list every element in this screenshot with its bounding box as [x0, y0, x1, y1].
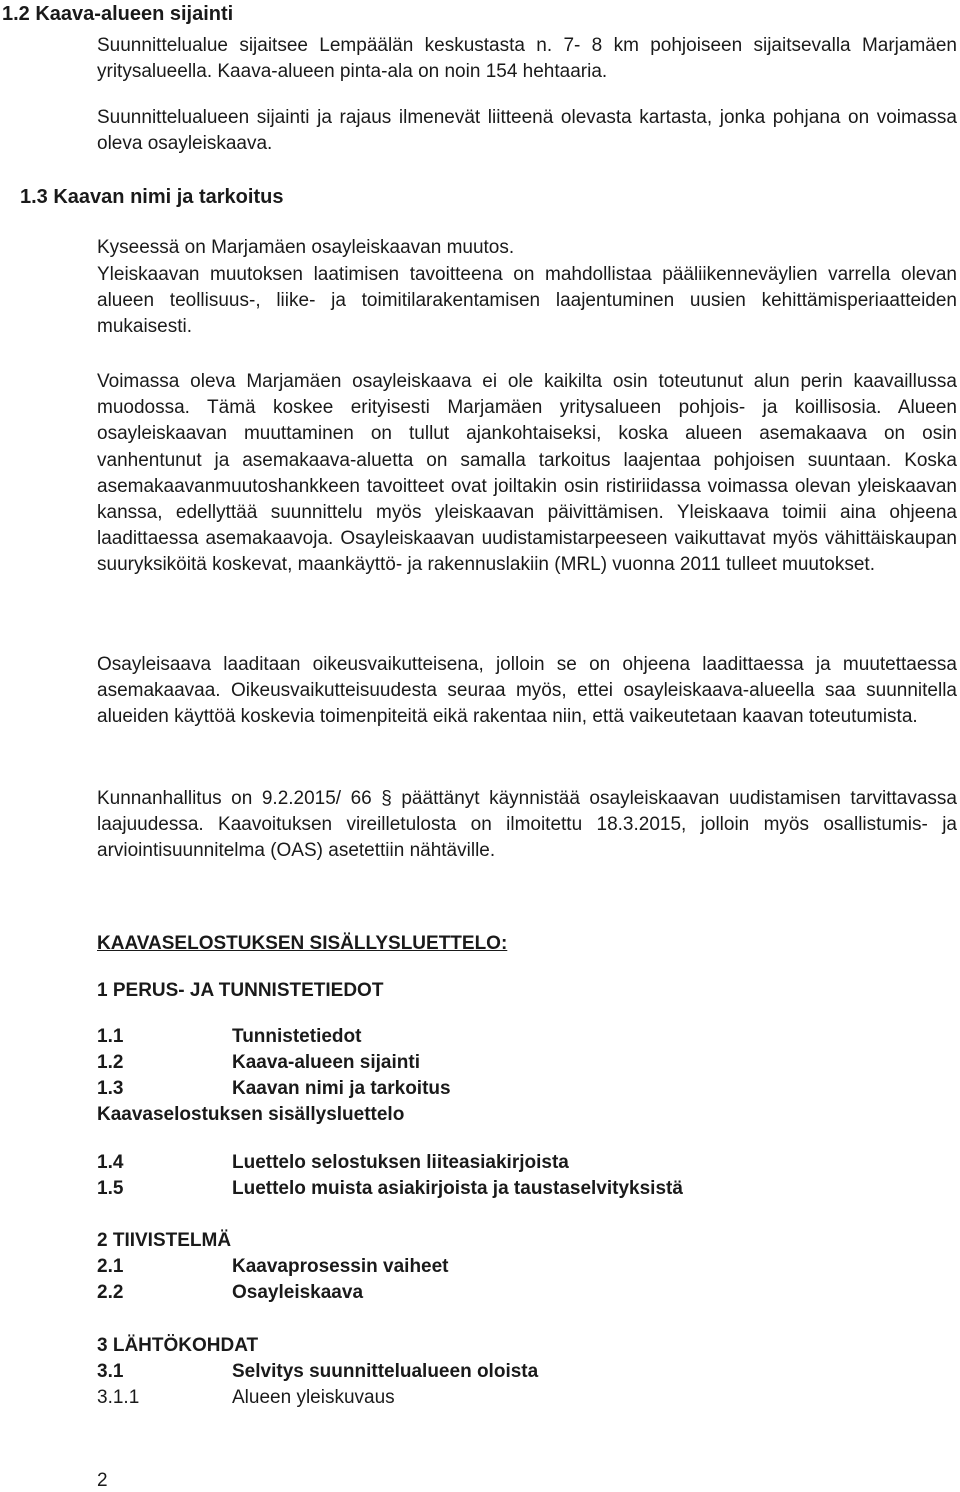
toc-item-1-2: [97, 1050, 897, 1076]
toc-item-number: 1.4: [97, 1152, 124, 1173]
toc-item-text: Kaavan nimi ja tarkoitus: [232, 1078, 451, 1099]
toc-item-text: Kaava-alueen sijainti: [232, 1052, 420, 1073]
toc-item-number: 3.1: [97, 1361, 124, 1382]
paragraph-legal-effect: Osayleisaava laaditaan oikeusvaikutteisena, jolloin se on ohjeena laadittaessa ja muutettaessa asemakaavaa. Oikeusvaikutteisuudesta seuraa myös, ettei osayleiskaava-alueella saa suunnitella alueiden käyttöä koskevia toimenpiteitä eikä rakentaa niin, että vaikeutetaan kaavan toteutumista.: [97, 654, 957, 728]
toc-item-text: Selvitys suunnittelualueen oloista: [232, 1361, 539, 1382]
section-heading-1-3: 1.3 Kaavan nimi ja tarkoitus: [20, 186, 284, 208]
paragraph-plan-goal: Yleiskaavan muutoksen laatimisen tavoitteena on mahdollistaa pääliikenneväylien varrella olevan alueen teollisuus-, liike- ja toimitilarakentamisen laajentuminen uusien kehittämisperiaatteiden mukaisesti.: [97, 264, 957, 338]
paragraph-location: Suunnittelualue sijaitsee Lempäälän keskustasta n. 7- 8 km pohjoiseen sijaitsevalla Marjamäen yritysalueella. Kaava-alueen pinta-ala on noin 154 hehtaaria.: [97, 35, 957, 83]
toc-item-number: 1.1: [97, 1026, 124, 1047]
toc-item-number: 2.1: [97, 1256, 124, 1277]
toc-item-1-3: [97, 1076, 897, 1102]
toc-item-number: 1.2: [97, 1052, 124, 1073]
toc-item-number: 1.5: [97, 1178, 124, 1199]
toc-chapter-1: 1 PERUS- JA TUNNISTETIEDOT: [97, 980, 384, 1001]
toc-item-toc: Kaavaselostuksen sisällysluettelo: [97, 1104, 405, 1125]
toc-chapter-2: 2 TIIVISTELMÄ: [97, 1230, 232, 1251]
page-number: 2: [97, 1470, 108, 1491]
paragraph-map-reference: Suunnittelualueen sijainti ja rajaus ilmenevät liitteenä olevasta kartasta, jonka pohjana on voimassa oleva osayleiskaava.: [97, 107, 957, 155]
toc-item-number: 3.1.1: [97, 1387, 140, 1408]
toc-title: KAAVASELOSTUKSEN SISÄLLYSLUETTELO:: [97, 933, 508, 954]
toc-item-2-2: [97, 1280, 897, 1306]
section-heading-1-2: 1.2 Kaava-alueen sijainti: [2, 3, 234, 25]
toc-item-text: Osayleiskaava: [232, 1282, 364, 1303]
paragraph-plan-background: Voimassa oleva Marjamäen osayleiskaava ei ole kaikilta osin toteutunut alun perin kaavaillussa muodossa. Tämä koskee erityisesti Marjamäen yritysalueen pohjois- ja koillisosia. Alueen osayleiskaavan muuttaminen on tullut ajankohtaiseksi, koska alueen asemakaava on osin vanhentunut ja asemakaava-aluetta on samalla tarkoitus laajentaa pohjoisen suuntaan. Koska asemakaavanmuutoshankkeen tavoitteet ovat joiltakin osin ristiriidassa voimassa olevan yleiskaavan kanssa, edellyttää suunnittelu myös yleiskaavan päivittämisen. Yleiskaava toimii aina ohjeena laadittaessa asemakaavoja. Osayleiskaavan uudistamistarpeeseen vaikuttavat myös vähittäiskaupan suuryksiköitä koskevat, maankäyttö- ja rakennuslakiin (MRL) vuonna 2011 tulleet muutokset.: [97, 371, 957, 576]
toc-item-2-1: [97, 1254, 897, 1280]
toc-item-number: 1.3: [97, 1078, 124, 1099]
toc-item-1-5: [97, 1176, 897, 1202]
toc-item-1-4: [97, 1150, 897, 1176]
toc-item-text: Luettelo selostuksen liiteasiakirjoista: [232, 1152, 569, 1173]
paragraph-council-decision: Kunnanhallitus on 9.2.2015/ 66 § päättänyt käynnistää osayleiskaavan uudistamisen tarvittavassa laajuudessa. Kaavoituksen vireilletulosta on ilmoitettu 18.3.2015, jolloin myös osallistumis- ja arviointisuunnitelma (OAS) asetettiin nähtäville.: [97, 788, 957, 862]
toc-chapter-3: 3 LÄHTÖKOHDAT: [97, 1335, 259, 1356]
toc-item-text: Kaavaprosessin vaiheet: [232, 1256, 449, 1277]
toc-item-text: Luettelo muista asiakirjoista ja taustaselvityksistä: [232, 1178, 683, 1199]
toc-item-text: Alueen yleiskuvaus: [232, 1387, 395, 1408]
toc-item-1-1: [97, 1024, 897, 1050]
toc-item-3-1: [97, 1359, 897, 1385]
paragraph-plan-intro: Kyseessä on Marjamäen osayleiskaavan muutos.: [97, 237, 515, 258]
toc-item-number: 2.2: [97, 1282, 124, 1303]
toc-item-3-1-1: [97, 1385, 897, 1411]
toc-item-text: Tunnistetiedot: [232, 1026, 362, 1047]
